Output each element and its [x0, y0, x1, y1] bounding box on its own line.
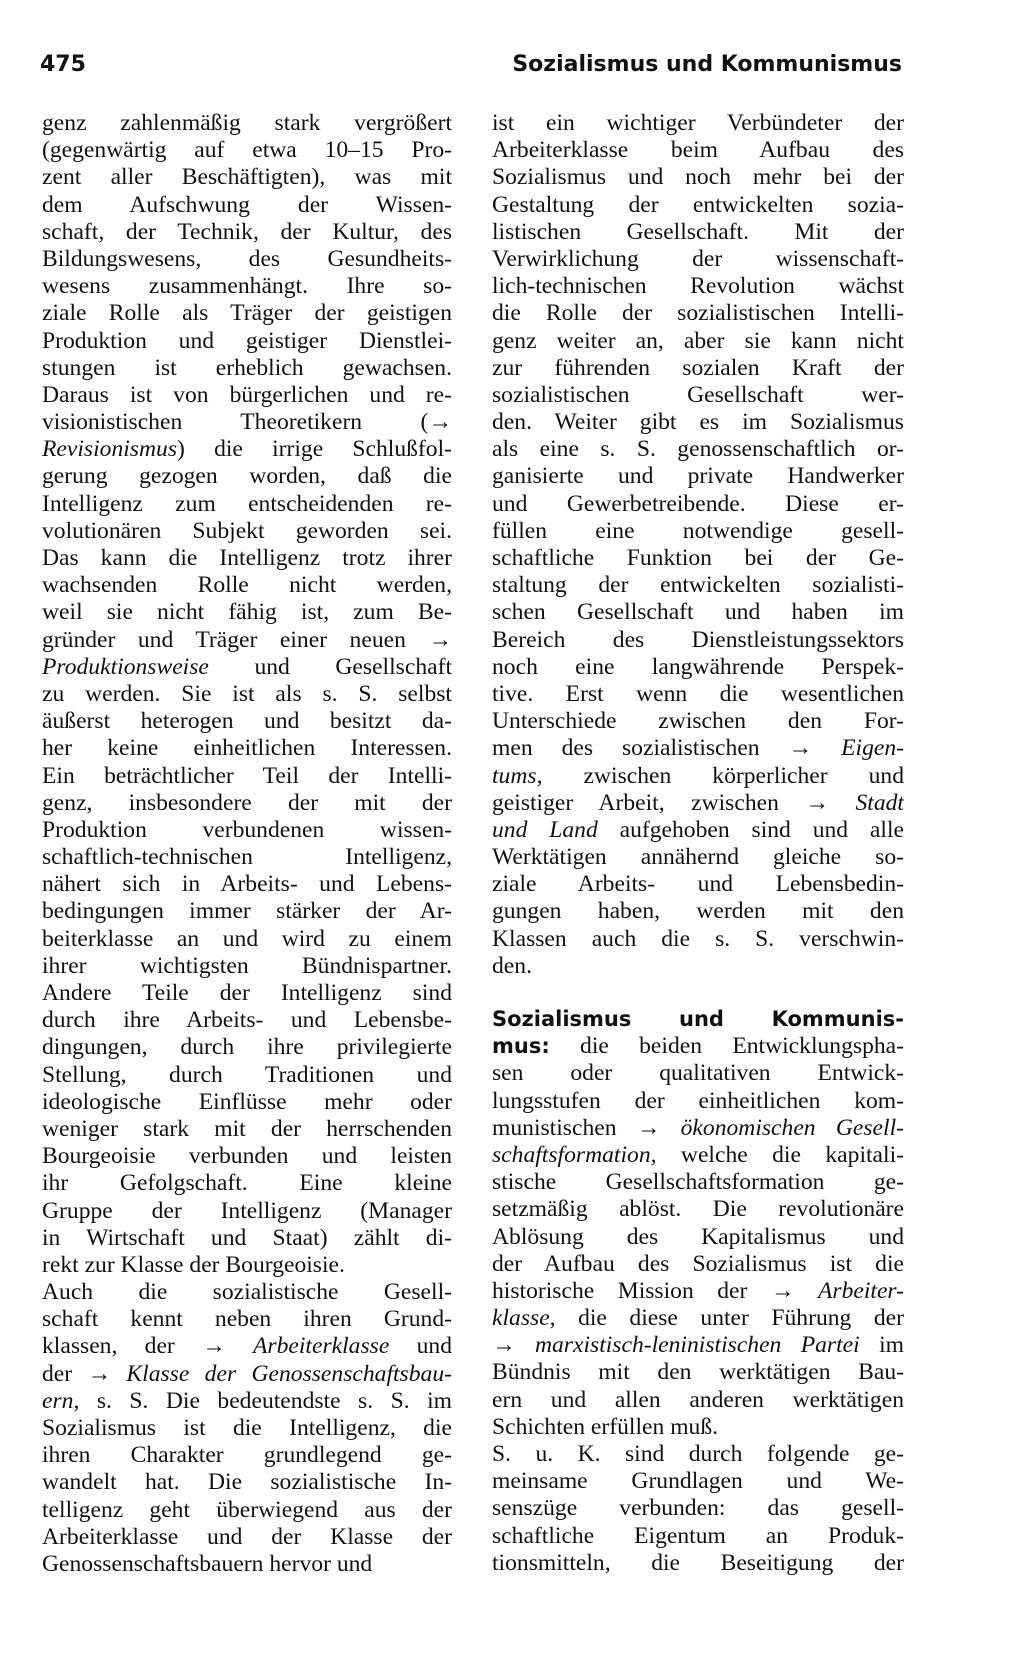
- text-line: gründer und Träger einer neuen →: [42, 626, 452, 653]
- text-line: ziale Rolle als Träger der geistigen: [42, 300, 452, 327]
- text-line: men des sozialistischen → Eigen-: [492, 735, 904, 762]
- text-line: visionistischen Theoretikern (→: [42, 409, 452, 436]
- text-line: sozialistischen Gesellschaft wer-: [492, 381, 904, 408]
- text-line: lungsstufen der einheitlichen kom-: [492, 1087, 904, 1114]
- text-line: (gegenwärtig auf etwa 10–15 Pro-: [42, 137, 452, 164]
- text-line: der Aufbau des Sozialismus ist die: [492, 1250, 904, 1277]
- text-line: geistiger Arbeit, zwischen → Stadt: [492, 789, 904, 816]
- text-line: in Wirtschaft und Staat) zählt di-: [42, 1224, 452, 1251]
- running-head: Sozialismus und Kommunismus: [512, 52, 902, 77]
- paragraph: [42, 1279, 452, 1578]
- paragraph: [492, 110, 904, 980]
- text-line: Bündnis mit den werktätigen Bau-: [492, 1359, 904, 1386]
- text-line: Sozialismus und Kommunis-: [492, 1007, 904, 1031]
- text-line: stische Gesellschaftsformation ge-: [492, 1169, 904, 1196]
- text-line: setzmäßig ablöst. Die revolutionäre: [492, 1196, 904, 1223]
- text-line: tionsmitteln, die Beseitigung der: [492, 1549, 904, 1576]
- text-line: und Gewerbetreibende. Diese er-: [492, 490, 904, 517]
- text-line: als eine s. S. genossenschaftlich or-: [492, 436, 904, 463]
- text-line: ihren Charakter grundlegend ge-: [42, 1442, 452, 1469]
- text-line: volutionären Subjekt geworden sei.: [42, 517, 452, 544]
- text-line: listischen Gesellschaft. Mit der: [492, 218, 904, 245]
- text-line: tive. Erst wenn die wesentlichen: [492, 680, 904, 707]
- text-line: zent aller Beschäftigten), was mit: [42, 164, 452, 191]
- text-line: noch eine langwährende Perspek-: [492, 653, 904, 680]
- paragraph-gap: [492, 980, 904, 1006]
- text-line: ihrer wichtigsten Bündnispartner.: [42, 952, 452, 979]
- text-line: sen oder qualitativen Entwick-: [492, 1060, 904, 1087]
- text-line: Revisionismus) die irrige Schlußfol-: [42, 436, 452, 463]
- text-line: Arbeiterklasse und der Klasse der: [42, 1523, 452, 1550]
- text-line: bedingungen immer stärker der Ar-: [42, 898, 452, 925]
- page-number: 475: [40, 52, 86, 77]
- text-line: dingungen, durch ihre privilegierte: [42, 1034, 452, 1061]
- text-line: den. Weiter gibt es im Sozialismus: [492, 409, 904, 436]
- text-line: äußerst heterogen und besitzt da-: [42, 708, 452, 735]
- text-line: die Rolle der sozialistischen Intelli-: [492, 300, 904, 327]
- text-line: nähert sich in Arbeits- und Lebens-: [42, 871, 452, 898]
- text-line: genz, insbesondere der mit der: [42, 789, 452, 816]
- text-line: rekt zur Klasse der Bourgeoisie.: [42, 1251, 345, 1278]
- text-line: zu werden. Sie ist als s. S. selbst: [42, 680, 452, 707]
- text-line: wandelt hat. Die sozialistische In-: [42, 1469, 452, 1496]
- text-line: schaft kennt neben ihren Grund-: [42, 1306, 452, 1333]
- text-line: Stellung, durch Traditionen und: [42, 1061, 452, 1088]
- text-line: ganisierte und private Handwerker: [492, 463, 904, 490]
- paragraph: [492, 1006, 904, 1441]
- text-line: schaftlich-technischen Intelligenz,: [42, 844, 452, 871]
- text-line: schaftsformation, welche die kapitali-: [492, 1141, 904, 1168]
- text-line: ern, s. S. Die bedeutendste s. S. im: [42, 1387, 452, 1414]
- text-line: zur führenden sozialen Kraft der: [492, 354, 904, 381]
- text-line: mus: die beiden Entwicklungspha-: [492, 1033, 904, 1060]
- text-line: Sozialismus und noch mehr bei der: [492, 164, 904, 191]
- text-line: her keine einheitlichen Interessen.: [42, 735, 452, 762]
- text-line: Produktion verbundenen wissen-: [42, 816, 452, 843]
- text-line: schaft, der Technik, der Kultur, des: [42, 218, 452, 245]
- text-line: beiterklasse an und wird zu einem: [42, 925, 452, 952]
- text-line: Ablösung des Kapitalismus und: [492, 1223, 904, 1250]
- text-line: Bereich des Dienstleistungssektors: [492, 626, 904, 653]
- text-line: Bildungswesens, des Gesundheits-: [42, 245, 452, 272]
- text-line: meinsame Grundlagen und We-: [492, 1468, 904, 1495]
- text-line: Ein beträchtlicher Teil der Intelli-: [42, 762, 452, 789]
- paragraph: [492, 1441, 904, 1577]
- text-line: Produktionsweise und Gesellschaft: [42, 653, 452, 680]
- page-header: [40, 52, 902, 84]
- text-line: und Land aufgehoben sind und alle: [492, 816, 904, 843]
- text-line: der → Klasse der Genossenschaftsbau-: [42, 1360, 452, 1387]
- text-line: Gruppe der Intelligenz (Manager: [42, 1197, 452, 1224]
- text-line: Gestaltung der entwickelten sozia-: [492, 191, 904, 218]
- text-line: tums, zwischen körperlicher und: [492, 762, 904, 789]
- text-line: schaftliche Funktion bei der Ge-: [492, 545, 904, 571]
- text-line: lich-technischen Revolution wächst: [492, 273, 904, 300]
- text-line: historische Mission der → Arbeiter-: [492, 1277, 904, 1304]
- text-line: den.: [492, 952, 532, 979]
- text-line: gungen haben, werden mit den: [492, 898, 904, 925]
- text-line: Schichten erfüllen muß.: [492, 1413, 719, 1440]
- text-line: schaftliche Eigentum an Produk-: [492, 1522, 904, 1549]
- text-line: ideologische Einflüsse mehr oder: [42, 1088, 452, 1115]
- text-line: füllen eine notwendige gesell-: [492, 517, 904, 544]
- text-line: munistischen → ökonomischen Gesell-: [492, 1114, 904, 1141]
- text-line: wachsenden Rolle nicht werden,: [42, 572, 452, 599]
- text-column-right: [492, 110, 904, 1577]
- text-line: Genossenschaftsbauern hervor und: [42, 1550, 373, 1577]
- text-line: Klassen auch die s. S. verschwin-: [492, 925, 904, 952]
- text-line: Werktätigen annähernd gleiche so-: [492, 844, 904, 871]
- text-line: ern und allen anderen werktätigen: [492, 1386, 904, 1413]
- text-line: Andere Teile der Intelligenz sind: [42, 980, 452, 1006]
- text-line: weniger stark mit der herrschenden: [42, 1115, 452, 1142]
- text-line: Sozialismus ist die Intelligenz, die: [42, 1415, 452, 1441]
- text-line: klassen, der → Arbeiterklasse und: [42, 1333, 452, 1360]
- text-line: stungen ist erheblich gewachsen.: [42, 354, 452, 381]
- text-line: durch ihre Arbeits- und Lebensbe-: [42, 1007, 452, 1034]
- text-line: ist ein wichtiger Verbündeter der: [492, 110, 904, 136]
- text-column-left: [42, 110, 452, 1578]
- text-line: wesens zusammenhängt. Ihre so-: [42, 273, 452, 300]
- text-line: senszüge verbunden: das gesell-: [492, 1495, 904, 1522]
- text-line: Bourgeoisie verbunden und leisten: [42, 1143, 452, 1170]
- text-line: Verwirklichung der wissenschaft-: [492, 245, 904, 272]
- text-line: Produktion und geistiger Dienstlei-: [42, 327, 452, 354]
- text-line: Intelligenz zum entscheidenden re-: [42, 490, 452, 517]
- text-line: Unterschiede zwischen den For-: [492, 708, 904, 735]
- text-line: genz weiter an, aber sie kann nicht: [492, 327, 904, 354]
- text-line: → marxistisch-leninistischen Partei im: [492, 1332, 904, 1359]
- text-line: ziale Arbeits- und Lebensbedin-: [492, 871, 904, 898]
- text-line: Arbeiterklasse beim Aufbau des: [492, 137, 904, 164]
- text-line: weil sie nicht fähig ist, zum Be-: [42, 599, 452, 626]
- text-line: S. u. K. sind durch folgende ge-: [492, 1441, 904, 1467]
- text-line: Auch die sozialistische Gesell-: [42, 1279, 452, 1306]
- text-line: telligenz geht überwiegend aus der: [42, 1496, 452, 1523]
- text-line: gerung gezogen worden, daß die: [42, 463, 452, 490]
- text-line: klasse, die diese unter Führung der: [492, 1305, 904, 1332]
- text-line: ihr Gefolgschaft. Eine kleine: [42, 1170, 452, 1197]
- text-line: Daraus ist von bürgerlichen und re-: [42, 381, 452, 408]
- text-line: schen Gesellschaft und haben im: [492, 599, 904, 626]
- paragraph: [42, 110, 452, 1279]
- text-line: dem Aufschwung der Wissen-: [42, 191, 452, 218]
- text-line: Das kann die Intelligenz trotz ihrer: [42, 545, 452, 571]
- text-line: genz zahlenmäßig stark vergrößert: [42, 110, 452, 136]
- text-line: staltung der entwickelten sozialisti-: [492, 572, 904, 599]
